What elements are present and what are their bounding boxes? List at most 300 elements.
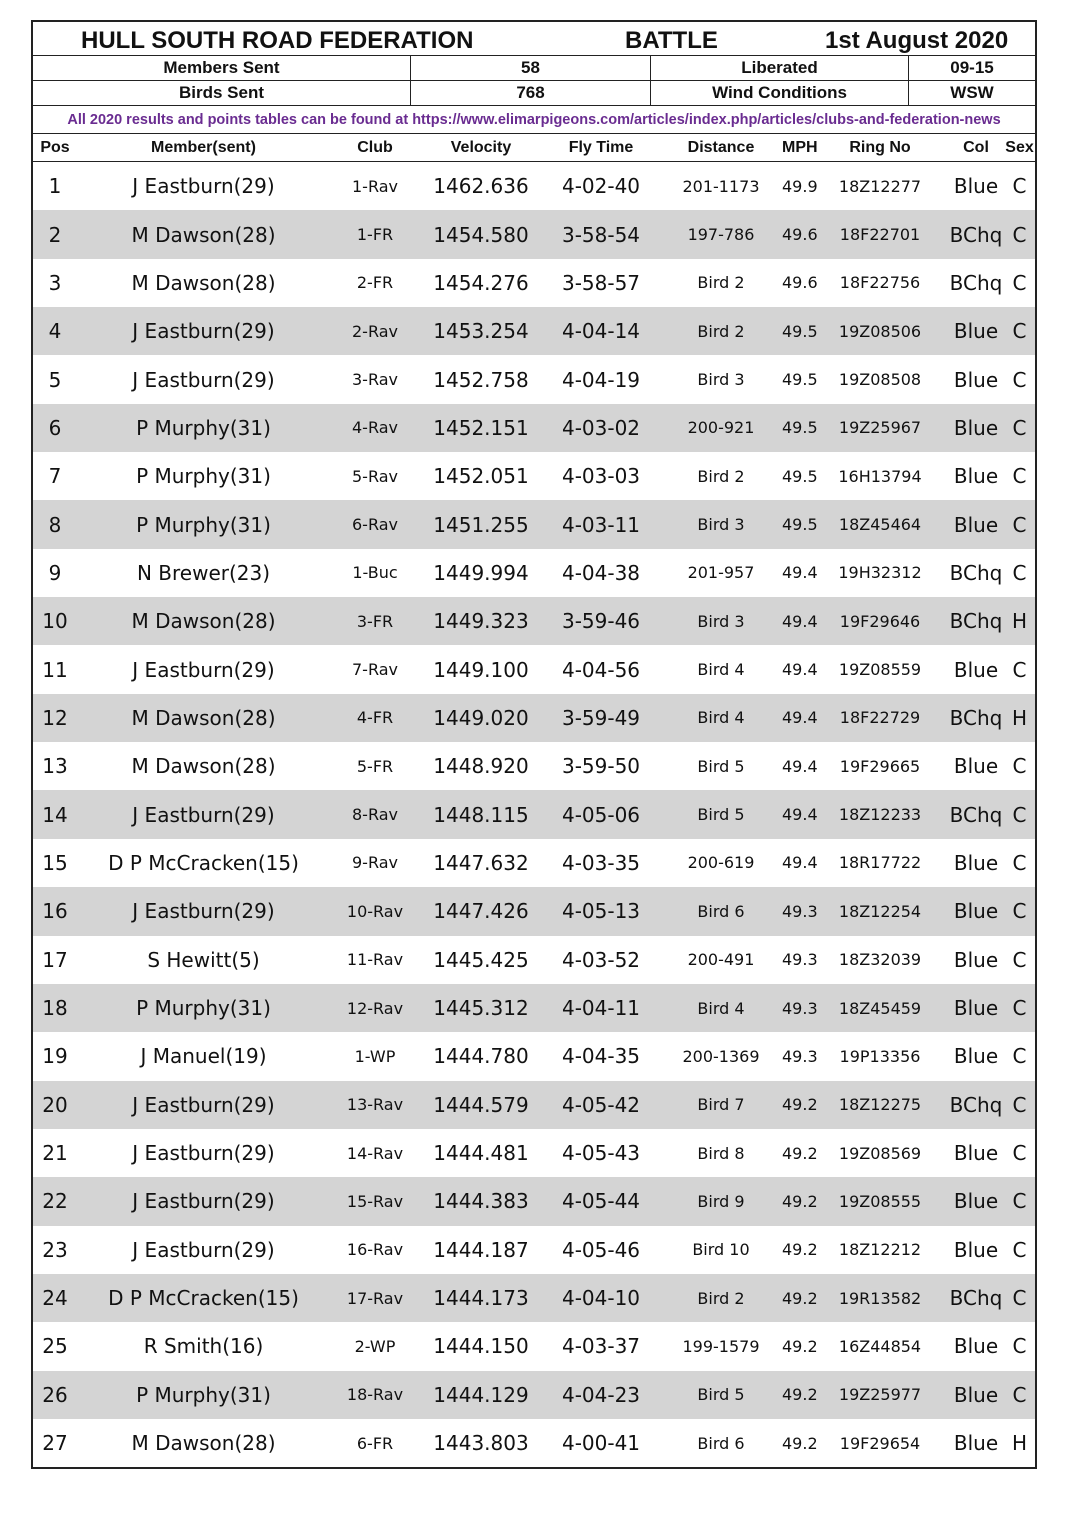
cell-pos: 10 [42,609,68,634]
table-row [33,1032,1035,1080]
cell-ring-no: 19P13356 [839,1046,921,1066]
cell-mph: 49.6 [782,273,818,293]
cell-mph: 49.4 [782,611,818,631]
cell-pos: 5 [48,367,62,392]
cell-velocity: 1447.426 [433,899,529,924]
table-row [33,1177,1035,1225]
cell-ring-no: 18Z12277 [838,176,922,196]
cell-club: 5-FR [356,756,394,776]
cell-mph: 49.4 [782,660,818,680]
cell-ring-no: 18F22701 [839,225,921,245]
cell-distance: Bird 3 [697,515,745,535]
col-velocity: Velocity [450,138,512,156]
cell-velocity: 1447.632 [433,850,529,875]
cell-velocity: 1448.115 [433,802,529,827]
cell-pos: 2 [48,222,62,247]
cell-fly-time: 4-05-46 [561,1237,641,1262]
cell-distance: Bird 2 [697,1288,745,1308]
cell-sex: C [1012,802,1027,827]
liberated-value: 09-15 [950,58,994,77]
table-row [33,1226,1035,1274]
cell-distance: Bird 4 [697,998,745,1018]
cell-pos: 7 [48,464,62,489]
cell-fly-time: 3-58-54 [561,222,641,247]
cell-ring-no: 18Z45464 [838,515,922,535]
table-row [33,549,1035,597]
cell-pos: 8 [48,512,62,537]
cell-pos: 4 [48,319,62,344]
table-row [33,1419,1035,1467]
table-row [33,259,1035,307]
cell-mph: 49.5 [782,466,818,486]
cell-colour: BChq [949,1092,1003,1117]
cell-member: J Eastburn(29) [132,802,275,827]
cell-sex: C [1012,367,1027,392]
cell-sex: C [1012,560,1027,585]
cell-club: 1-Rav [352,176,398,196]
cell-pos: 1 [48,174,62,199]
cell-colour: BChq [949,705,1003,730]
cell-distance: Bird 2 [697,466,745,486]
cell-member: R Smith(16) [143,1334,264,1359]
federation-title: HULL SOUTH ROAD FEDERATION [81,27,474,54]
cell-velocity: 1445.425 [433,947,529,972]
cell-fly-time: 4-04-14 [561,319,641,344]
table-row [33,1371,1035,1419]
cell-club: 1-Buc [352,563,398,583]
cell-distance: Bird 3 [697,370,745,390]
cell-colour: BChq [949,609,1003,634]
cell-colour: Blue [953,899,999,924]
cell-fly-time: 4-04-10 [561,1286,641,1311]
cell-distance: Bird 7 [697,1095,745,1115]
cell-mph: 49.4 [782,805,818,825]
cell-member: J Eastburn(29) [132,657,275,682]
cell-velocity: 1445.312 [433,996,529,1021]
cell-sex: H [1011,1431,1028,1456]
cell-mph: 49.2 [782,1191,818,1211]
col-ring-no: Ring No [849,138,911,156]
cell-pos: 12 [42,705,68,730]
cell-mph: 49.6 [782,225,818,245]
cell-colour: Blue [953,1141,999,1166]
cell-sex: C [1012,850,1027,875]
cell-club: 12-Rav [346,998,404,1018]
cell-colour: Blue [953,850,999,875]
cell-mph: 49.4 [782,853,818,873]
cell-mph: 49.2 [782,1433,818,1453]
col-pos: Pos [40,138,70,156]
cell-fly-time: 4-03-11 [561,512,641,537]
cell-velocity: 1443.803 [433,1431,529,1456]
cell-ring-no: 19R13582 [838,1288,922,1308]
table-row [33,307,1035,355]
cell-sex: H [1011,705,1028,730]
table-row [33,742,1035,790]
cell-member: P Murphy(31) [136,1382,271,1407]
cell-mph: 49.2 [782,1288,818,1308]
cell-velocity: 1462.636 [433,174,529,199]
cell-sex: C [1012,1334,1027,1359]
cell-mph: 49.4 [782,756,818,776]
wind-label: Wind Conditions [651,81,909,105]
cell-pos: 23 [42,1237,68,1262]
cell-sex: H [1011,609,1028,634]
results-link-note: All 2020 results and points tables can be found at https://www.elimarpigeons.com/articles/index.php/articles/clubs-and-federation-news [33,106,1035,134]
cell-velocity: 1444.187 [433,1237,529,1262]
col-mph: MPH [782,138,818,156]
cell-club: 6-Rav [352,515,398,535]
cell-club: 6-FR [356,1433,394,1453]
cell-distance: 199-1579 [682,1336,760,1356]
cell-ring-no: 18Z12254 [838,901,922,921]
cell-distance: Bird 6 [697,901,745,921]
cell-mph: 49.3 [782,950,818,970]
members-sent-value: 58 [411,56,651,80]
cell-ring-no: 19F29665 [839,756,921,776]
cell-velocity: 1444.481 [433,1141,529,1166]
cell-velocity: 1451.255 [433,512,529,537]
cell-ring-no: 18Z12275 [838,1095,922,1115]
birds-sent-label: Birds Sent [33,81,411,105]
cell-mph: 49.2 [782,1095,818,1115]
cell-ring-no: 18R17722 [838,853,922,873]
table-row [33,1081,1035,1129]
cell-distance: Bird 10 [692,1240,750,1260]
cell-ring-no: 18Z45459 [838,998,922,1018]
cell-club: 4-FR [356,708,394,728]
cell-mph: 49.2 [782,1385,818,1405]
cell-ring-no: 19Z25967 [838,418,922,438]
cell-member: N Brewer(23) [136,560,271,585]
cell-mph: 49.3 [782,1046,818,1066]
cell-mph: 49.2 [782,1143,818,1163]
table-row [33,404,1035,452]
cell-club: 3-Rav [352,370,398,390]
cell-club: 10-Rav [346,901,404,921]
cell-ring-no: 19F29646 [839,611,921,631]
cell-sex: C [1012,1044,1027,1069]
cell-ring-no: 19H32312 [838,563,922,583]
cell-mph: 49.4 [782,563,818,583]
cell-colour: Blue [953,1044,999,1069]
cell-fly-time: 4-05-42 [561,1092,641,1117]
table-row [33,887,1035,935]
cell-velocity: 1454.580 [433,222,529,247]
cell-sex: C [1012,1141,1027,1166]
cell-member: J Eastburn(29) [132,1189,275,1214]
cell-club: 4-Rav [352,418,398,438]
wind-value: WSW [950,83,994,102]
col-fly-time: Fly Time [568,138,634,156]
cell-sex: C [1012,512,1027,537]
table-row [33,162,1035,210]
liberated-label: Liberated [651,56,909,80]
cell-distance: 197-786 [687,225,755,245]
cell-pos: 25 [42,1334,68,1359]
cell-fly-time: 4-05-06 [561,802,641,827]
cell-fly-time: 4-03-03 [561,464,641,489]
cell-club: 8-Rav [352,805,398,825]
cell-mph: 49.2 [782,1336,818,1356]
cell-member: J Eastburn(29) [132,367,275,392]
cell-club: 14-Rav [346,1143,404,1163]
table-row [33,1322,1035,1370]
cell-mph: 49.3 [782,901,818,921]
cell-fly-time: 3-59-50 [561,754,641,779]
cell-fly-time: 3-59-46 [561,609,641,634]
cell-pos: 9 [48,560,62,585]
cell-pos: 22 [42,1189,68,1214]
col-club: Club [357,138,393,156]
table-row [33,500,1035,548]
cell-colour: BChq [949,560,1003,585]
cell-fly-time: 4-05-44 [561,1189,641,1214]
cell-fly-time: 4-03-35 [561,850,641,875]
cell-velocity: 1449.994 [433,560,529,585]
cell-member: D P McCracken(15) [108,850,299,875]
cell-distance: Bird 2 [697,273,745,293]
cell-sex: C [1012,899,1027,924]
cell-fly-time: 3-58-57 [561,270,641,295]
table-row [33,1129,1035,1177]
cell-sex: C [1012,657,1027,682]
cell-colour: BChq [949,802,1003,827]
cell-pos: 14 [42,802,68,827]
cell-distance: Bird 6 [697,1433,745,1453]
cell-sex: C [1012,1189,1027,1214]
cell-velocity: 1449.020 [433,705,529,730]
cell-sex: C [1012,754,1027,779]
cell-member: M Dawson(28) [131,754,276,779]
cell-mph: 49.5 [782,515,818,535]
cell-colour: Blue [953,319,999,344]
cell-member: J Eastburn(29) [132,174,275,199]
cell-distance: Bird 3 [697,611,745,631]
cell-velocity: 1452.758 [433,367,529,392]
cell-member: J Eastburn(29) [132,1141,275,1166]
cell-sex: C [1012,947,1027,972]
cell-mph: 49.2 [782,1240,818,1260]
col-colour: Col [963,138,989,156]
col-member: Member(sent) [151,138,256,156]
cell-mph: 49.5 [782,321,818,341]
cell-member: M Dawson(28) [131,705,276,730]
cell-velocity: 1444.150 [433,1334,529,1359]
cell-ring-no: 18Z12233 [838,805,922,825]
cell-member: M Dawson(28) [131,1431,276,1456]
cell-distance: 200-1369 [682,1046,760,1066]
cell-distance: Bird 9 [697,1191,745,1211]
cell-sex: C [1012,1382,1027,1407]
cell-club: 1-WP [354,1046,396,1066]
cell-colour: BChq [949,1286,1003,1311]
cell-velocity: 1449.323 [433,609,529,634]
cell-fly-time: 4-00-41 [561,1431,641,1456]
members-row [33,56,1035,81]
cell-fly-time: 4-02-40 [561,174,641,199]
table-row [33,790,1035,838]
cell-member: P Murphy(31) [136,464,271,489]
cell-mph: 49.5 [782,418,818,438]
cell-sex: C [1012,222,1027,247]
cell-sex: C [1012,464,1027,489]
cell-distance: 201-957 [687,563,755,583]
cell-colour: Blue [953,754,999,779]
cell-distance: Bird 4 [697,660,745,680]
race-name: BATTLE [625,27,718,54]
cell-ring-no: 19Z08569 [838,1143,922,1163]
cell-member: J Eastburn(29) [132,899,275,924]
cell-colour: BChq [949,222,1003,247]
cell-velocity: 1452.151 [433,415,529,440]
table-row [33,984,1035,1032]
cell-distance: 200-619 [687,853,755,873]
cell-ring-no: 19F29654 [839,1433,921,1453]
members-sent-label: Members Sent [33,56,411,80]
cell-ring-no: 16H13794 [838,466,922,486]
cell-velocity: 1454.276 [433,270,529,295]
cell-velocity: 1453.254 [433,319,529,344]
cell-distance: 200-491 [687,950,755,970]
cell-colour: Blue [953,947,999,972]
cell-sex: C [1012,1286,1027,1311]
cell-pos: 24 [42,1286,68,1311]
cell-fly-time: 4-04-35 [561,1044,641,1069]
cell-colour: Blue [953,1334,999,1359]
cell-club: 16-Rav [346,1240,404,1260]
cell-club: 13-Rav [346,1095,404,1115]
table-row [33,839,1035,887]
col-distance: Distance [687,138,755,156]
cell-fly-time: 4-03-02 [561,415,641,440]
cell-pos: 17 [42,947,68,972]
cell-mph: 49.3 [782,998,818,1018]
cell-ring-no: 18F22729 [839,708,921,728]
cell-club: 2-FR [356,273,394,293]
cell-fly-time: 4-04-38 [561,560,641,585]
cell-distance: Bird 5 [697,756,745,776]
cell-ring-no: 19Z08559 [838,660,922,680]
cell-velocity: 1452.051 [433,464,529,489]
cell-colour: Blue [953,464,999,489]
cell-sex: C [1012,174,1027,199]
table-row [33,597,1035,645]
results-table-body [33,162,1035,1467]
cell-fly-time: 4-04-56 [561,657,641,682]
table-row [33,355,1035,403]
cell-distance: Bird 4 [697,708,745,728]
cell-colour: Blue [953,657,999,682]
cell-ring-no: 16Z44854 [838,1336,922,1356]
cell-club: 11-Rav [346,950,404,970]
cell-pos: 19 [42,1044,68,1069]
cell-sex: C [1012,1237,1027,1262]
cell-pos: 6 [48,415,62,440]
cell-member: M Dawson(28) [131,222,276,247]
cell-distance: Bird 8 [697,1143,745,1163]
cell-member: P Murphy(31) [136,996,271,1021]
race-date: 1st August 2020 [825,27,1009,54]
cell-pos: 11 [42,657,68,682]
column-header-row [33,134,1035,162]
table-row [33,936,1035,984]
cell-colour: Blue [953,415,999,440]
cell-colour: Blue [953,996,999,1021]
cell-velocity: 1449.100 [433,657,529,682]
cell-sex: C [1012,996,1027,1021]
results-sheet [31,20,1037,1469]
cell-pos: 21 [42,1141,68,1166]
table-row [33,1274,1035,1322]
cell-fly-time: 4-05-13 [561,899,641,924]
cell-colour: Blue [953,367,999,392]
cell-club: 17-Rav [346,1288,404,1308]
cell-distance: 200-921 [687,418,755,438]
cell-sex: C [1012,1092,1027,1117]
cell-pos: 3 [48,270,62,295]
col-sex: Sex [1005,138,1034,156]
cell-fly-time: 4-03-52 [561,947,641,972]
cell-member: M Dawson(28) [131,270,276,295]
cell-mph: 49.5 [782,370,818,390]
cell-fly-time: 4-04-23 [561,1382,641,1407]
cell-colour: Blue [953,512,999,537]
cell-member: P Murphy(31) [136,415,271,440]
cell-member: J Eastburn(29) [132,1237,275,1262]
cell-ring-no: 19Z08508 [838,370,922,390]
cell-mph: 49.9 [782,176,818,196]
cell-member: J Manuel(19) [140,1044,267,1069]
cell-member: P Murphy(31) [136,512,271,537]
birds-row [33,81,1035,106]
cell-distance: Bird 2 [697,321,745,341]
cell-club: 5-Rav [352,466,398,486]
cell-sex: C [1012,415,1027,440]
cell-pos: 13 [42,754,68,779]
cell-velocity: 1444.780 [433,1044,529,1069]
cell-colour: Blue [953,1382,999,1407]
cell-ring-no: 19Z08555 [838,1191,922,1211]
cell-pos: 27 [42,1431,68,1456]
cell-colour: Blue [953,1431,999,1456]
table-row [33,210,1035,258]
cell-distance: 201-1173 [682,176,760,196]
birds-sent-value: 768 [411,81,651,105]
table-row [33,694,1035,742]
cell-ring-no: 19Z25977 [838,1385,922,1405]
cell-member: J Eastburn(29) [132,319,275,344]
cell-club: 9-Rav [352,853,398,873]
cell-club: 7-Rav [352,660,398,680]
cell-ring-no: 18Z32039 [838,950,922,970]
cell-ring-no: 19Z08506 [838,321,922,341]
table-row [33,452,1035,500]
cell-distance: Bird 5 [697,1385,745,1405]
cell-ring-no: 18Z12212 [838,1240,922,1260]
cell-member: J Eastburn(29) [132,1092,275,1117]
cell-velocity: 1444.129 [433,1382,529,1407]
cell-pos: 16 [42,899,68,924]
cell-pos: 20 [42,1092,68,1117]
cell-club: 2-Rav [352,321,398,341]
cell-velocity: 1444.383 [433,1189,529,1214]
cell-member: M Dawson(28) [131,609,276,634]
cell-ring-no: 18F22756 [839,273,921,293]
cell-pos: 18 [42,996,68,1021]
cell-colour: Blue [953,174,999,199]
cell-sex: C [1012,319,1027,344]
